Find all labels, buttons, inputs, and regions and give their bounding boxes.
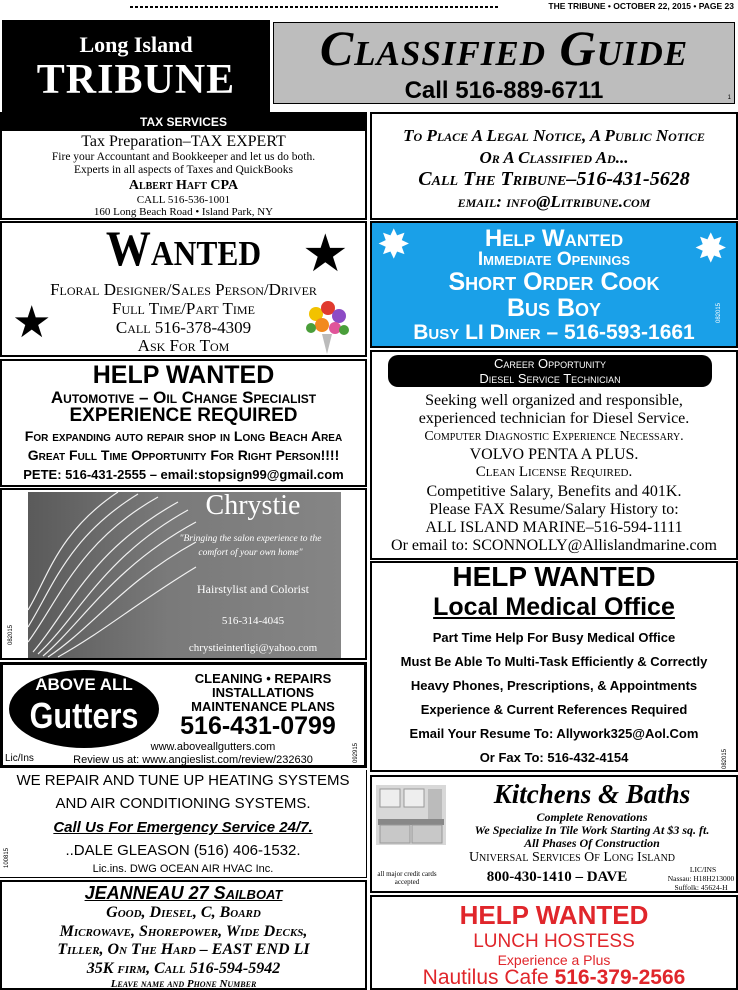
masthead-main: TRIBUNE xyxy=(36,57,236,103)
chrystie-panel xyxy=(28,492,341,658)
heating-tag: 100815 xyxy=(4,847,10,868)
kitchens-lic2: Nassau: H18H213000 xyxy=(667,874,735,883)
boat-line1: Good, Diesel, C, Board xyxy=(106,904,261,921)
floral-wanted-ad xyxy=(0,221,367,357)
cook-title: Help Wanted xyxy=(484,225,624,252)
gutters-review[interactable]: Review us at: www.angieslist.com/review/232630 xyxy=(73,754,313,766)
legal-line1: To Place A Legal Notice, A Public Notice xyxy=(403,126,705,145)
tax-address: 160 Long Beach Road • Island Park, NY xyxy=(93,206,274,218)
hostess-phone: 516-379-2566 xyxy=(554,966,686,989)
medical-line3: Heavy Phones, Prescriptions, & Appointments xyxy=(410,678,698,693)
hostess-title: HELP WANTED xyxy=(459,900,649,930)
gutters-site[interactable]: www.aboveallgutters.com xyxy=(150,741,276,753)
diesel-line7: Please FAX Resume/Salary History to: xyxy=(429,501,679,518)
medical-fax: Or Fax To: 516-432-4154 xyxy=(479,750,629,765)
tax-name: Albert Haft CPA xyxy=(128,178,239,193)
kitchens-credit: all major credit cards accepted xyxy=(377,870,437,886)
gutters-lic: Lic/Ins xyxy=(5,753,34,764)
gutters-logo xyxy=(9,670,159,748)
kitchens-phone: 800-430-1410 – DAVE xyxy=(486,869,628,885)
tax-category: TAX SERVICES xyxy=(2,114,365,131)
boat-title: JEANNEAU 27 Sailboat xyxy=(84,883,283,903)
tax-line1: Fire your Accountant and Bookkeeper and let us do both. xyxy=(51,151,316,163)
cook-line3: Bus Boy xyxy=(506,294,602,322)
gutters-tag: 092915 xyxy=(353,742,359,763)
cook-wanted-ad xyxy=(370,221,738,348)
auto-line2: EXPERIENCE REQUIRED xyxy=(69,405,298,426)
chrystie-tag: 082015 xyxy=(8,624,14,645)
medical-email[interactable]: Email Your Resume To: Allywork325@Aol.Com xyxy=(409,726,699,741)
hostess-ad xyxy=(370,895,738,990)
diesel-career-ad xyxy=(370,350,738,560)
tax-line2: Experts in all aspects of Taxes and QuickBooks xyxy=(73,164,294,176)
diesel-banner1: Career Opportunity xyxy=(494,356,606,371)
heating-line5: Lic.ins. DWG OCEAN AIR HVAC Inc. xyxy=(92,863,274,875)
heating-line3: Call Us For Emergency Service 24/7. xyxy=(53,819,313,836)
running-header: THE TRIBUNE • OCTOBER 22, 2015 • PAGE 23 xyxy=(548,1,734,11)
gutters-phone: 516-431-0799 xyxy=(180,712,336,740)
kitchens-title: Kitchens & Baths xyxy=(493,779,691,809)
legal-line3: Call The Tribune–516-431-5628 xyxy=(418,168,690,190)
kitchens-line2: We Specialize In Tile Work Starting At $3 sq. ft. xyxy=(474,823,710,837)
flower-bouquet-icon xyxy=(302,298,352,356)
boat-line4: 35K firm, Call 516-594-5942 xyxy=(86,960,281,977)
chrystie-phone: 516-314-4045 xyxy=(221,615,285,627)
tax-headline: Tax Preparation–TAX EXPERT xyxy=(81,133,286,150)
wanted-line1: Floral Designer/Sales Person/Driver xyxy=(50,280,317,299)
auto-line4: Great Full Time Opportunity For Right Person!!!! xyxy=(27,447,340,463)
medical-line4: Experience & Current References Required xyxy=(420,702,688,717)
wanted-line4: Ask For Tom xyxy=(137,336,230,355)
star-icon: ★ xyxy=(12,298,52,347)
legal-notice-ad xyxy=(370,112,738,220)
star-icon: ✸ xyxy=(694,226,728,271)
kitchens-line1: Complete Renovations xyxy=(536,810,648,824)
masthead-top: Long Island xyxy=(79,32,193,57)
legal-email[interactable]: email: info@Litribune.com xyxy=(457,192,651,211)
guide-banner xyxy=(273,22,735,104)
kitchens-ad xyxy=(370,775,738,893)
diesel-line6: Competitive Salary, Benefits and 401K. xyxy=(426,483,682,500)
masthead xyxy=(2,20,270,112)
diesel-line2: experienced technician for Diesel Service. xyxy=(418,410,690,427)
medical-line1: Part Time Help For Busy Medical Office xyxy=(432,630,676,645)
heating-line1: WE REPAIR AND TUNE UP HEATING SYSTEMS xyxy=(16,772,350,789)
diesel-line4: VOLVO PENTA A PLUS. xyxy=(469,446,639,463)
diesel-line3: Computer Diagnostic Experience Necessary. xyxy=(424,429,684,444)
diesel-line8: ALL ISLAND MARINE–516-594-1111 xyxy=(425,519,683,536)
wanted-line2: Full Time/Part Time xyxy=(112,299,255,318)
auto-line3: For expanding auto repair shop in Long Beach Area xyxy=(24,428,343,444)
gutters-line1: CLEANING • REPAIRS xyxy=(194,671,332,686)
cook-line2: Short Order Cook xyxy=(448,268,660,296)
diesel-line1: Seeking well organized and responsible, xyxy=(425,392,683,409)
medical-line2: Must Be Able To Multi-Task Efficiently & Correctly xyxy=(400,654,708,669)
auto-wanted-ad xyxy=(0,359,367,487)
diesel-banner xyxy=(388,355,712,387)
chrystie-quote2: comfort of your own home" xyxy=(198,548,303,558)
kitchens-lic1: LIC/INS xyxy=(689,865,717,874)
star-icon: ★ xyxy=(302,226,349,283)
gutters-line2: INSTALLATIONS xyxy=(211,685,315,700)
kitchens-line3: All Phases Of Construction xyxy=(524,836,660,850)
kitchens-company: Universal Services Of Long Island xyxy=(468,850,676,865)
medical-wanted-ad xyxy=(370,561,738,772)
gutters-logo-top: ABOVE ALL xyxy=(35,675,133,694)
medical-title: HELP WANTED xyxy=(452,561,656,592)
diesel-email[interactable]: Or email to: SCONNOLLY@Allislandmarine.com xyxy=(391,537,717,554)
wanted-title: Wanted xyxy=(105,221,262,276)
boat-line2: Microwave, Shorepower, Wide Decks, xyxy=(59,923,308,940)
gutters-ad xyxy=(0,662,367,768)
hostess-line1: LUNCH HOSTESS xyxy=(473,931,635,952)
guide-title: Classified Guide xyxy=(319,20,689,76)
sailboat-ad xyxy=(0,880,367,990)
cook-line1: Immediate Openings xyxy=(477,249,631,270)
auto-contact: PETE: 516-431-2555 – email:stopsign99@gmail.com xyxy=(23,467,344,482)
boat-line3: Tiller, On The Hard – EAST END LI xyxy=(57,941,310,958)
tax-phone: CALL 516-536-1001 xyxy=(136,194,231,206)
cook-tag: 082015 xyxy=(716,302,722,323)
diesel-line5: Clean License Required. xyxy=(475,464,633,480)
medical-subtitle: Local Medical Office xyxy=(433,593,675,621)
star-icon: ✸ xyxy=(377,222,411,267)
wanted-line3: Call 516-378-4309 xyxy=(115,318,252,337)
kitchens-lic3: Suffolk: 45624-H xyxy=(674,883,728,892)
chrystie-quote1: "Bringing the salon experience to the xyxy=(179,534,322,544)
heating-ad xyxy=(0,770,367,878)
header-rule xyxy=(130,6,498,8)
diesel-banner2: Diesel Service Technician xyxy=(479,371,621,386)
chrystie-ad xyxy=(0,488,367,660)
medical-tag: 082015 xyxy=(722,748,728,769)
hostess-contact xyxy=(372,966,736,990)
hostess-line2: Experience a Plus xyxy=(497,952,611,968)
gutters-line3: MAINTENANCE PLANS xyxy=(191,699,335,714)
boat-line5: Leave name and Phone Number xyxy=(110,978,257,990)
kitchen-photo-icon xyxy=(376,785,446,845)
chrystie-name: Chrystie xyxy=(205,490,301,521)
guide-tag: 1 xyxy=(727,95,731,101)
cook-line4: Busy LI Diner – 516-593-1661 xyxy=(413,321,695,344)
legal-line2: Or A Classified Ad... xyxy=(479,148,629,167)
gutters-logo-main: Gutters xyxy=(29,695,139,736)
chrystie-service: Hairstylist and Colorist xyxy=(197,582,309,596)
auto-line1: Automotive – Oil Change Specialist xyxy=(50,388,317,407)
heating-line4: ..DALE GLEASON (516) 406-1532. xyxy=(65,842,301,859)
auto-title: HELP WANTED xyxy=(92,361,275,389)
guide-phone: Call 516-889-6711 xyxy=(404,77,604,104)
tax-services-ad xyxy=(0,112,367,220)
heating-line2: AND AIR CONDITIONING SYSTEMS. xyxy=(55,795,311,812)
chrystie-email[interactable]: chrystieinterligi@yahoo.com xyxy=(188,642,318,654)
hostess-name: Nautilus Cafe xyxy=(422,966,549,989)
